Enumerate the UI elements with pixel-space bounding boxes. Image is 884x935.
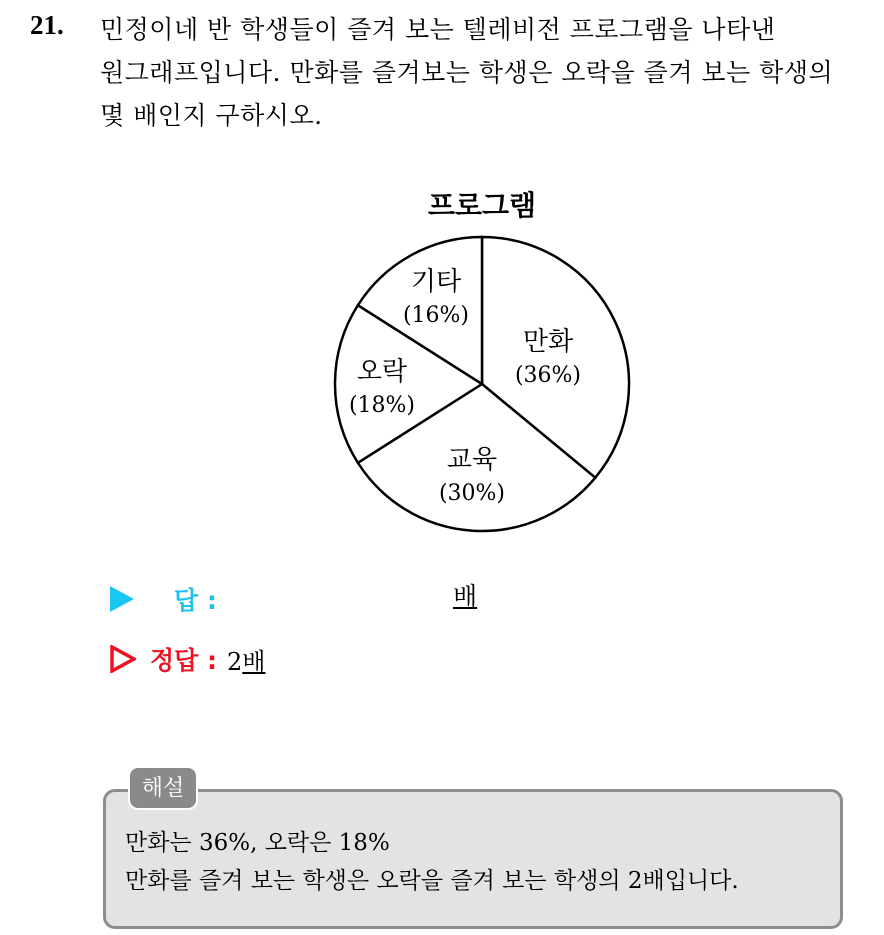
slice-label: 교육 <box>446 445 498 475</box>
explanation-text <box>125 824 739 900</box>
correct-answer-unit: 배 <box>242 647 266 676</box>
slice-label: 기타 <box>410 267 462 297</box>
explanation-tab: 해설 <box>128 766 198 810</box>
correct-answer-label: 정답 : <box>150 646 218 675</box>
explanation-line: 만화를 즐겨 보는 학생은 오락을 즐겨 보는 학생의 2배입니다. <box>125 868 739 894</box>
answer-unit: 배 <box>453 582 478 611</box>
chart-title: 프로그램 <box>427 189 537 222</box>
slice-label: 오락 <box>356 357 408 387</box>
slice-value-label: (36%) <box>514 363 582 388</box>
correct-answer-row <box>110 641 265 677</box>
correct-answer-value <box>227 642 265 677</box>
slice-label: 만화 <box>522 327 574 357</box>
answer-marker-icon <box>110 586 134 612</box>
correct-marker-icon <box>110 645 136 673</box>
answer-label: 답 : <box>174 586 217 615</box>
answer-row <box>110 581 217 617</box>
question-number: 21. <box>30 10 64 40</box>
slice-value-label: (30%) <box>438 481 506 506</box>
question-line: 원그래프입니다. 만화를 즐겨보는 학생은 오락을 즐겨 보는 학생의 <box>100 58 834 87</box>
correct-answer-number: 2 <box>227 647 243 676</box>
question-line: 민정이네 반 학생들이 즐겨 보는 텔레비전 프로그램을 나타낸 <box>100 15 776 44</box>
slice-value-label: (18%) <box>348 393 416 418</box>
slice-value-label: (16%) <box>402 303 470 328</box>
explanation-line: 만화는 36%, 오락은 18% <box>125 830 390 856</box>
question-line: 몇 배인지 구하시오. <box>100 101 323 130</box>
